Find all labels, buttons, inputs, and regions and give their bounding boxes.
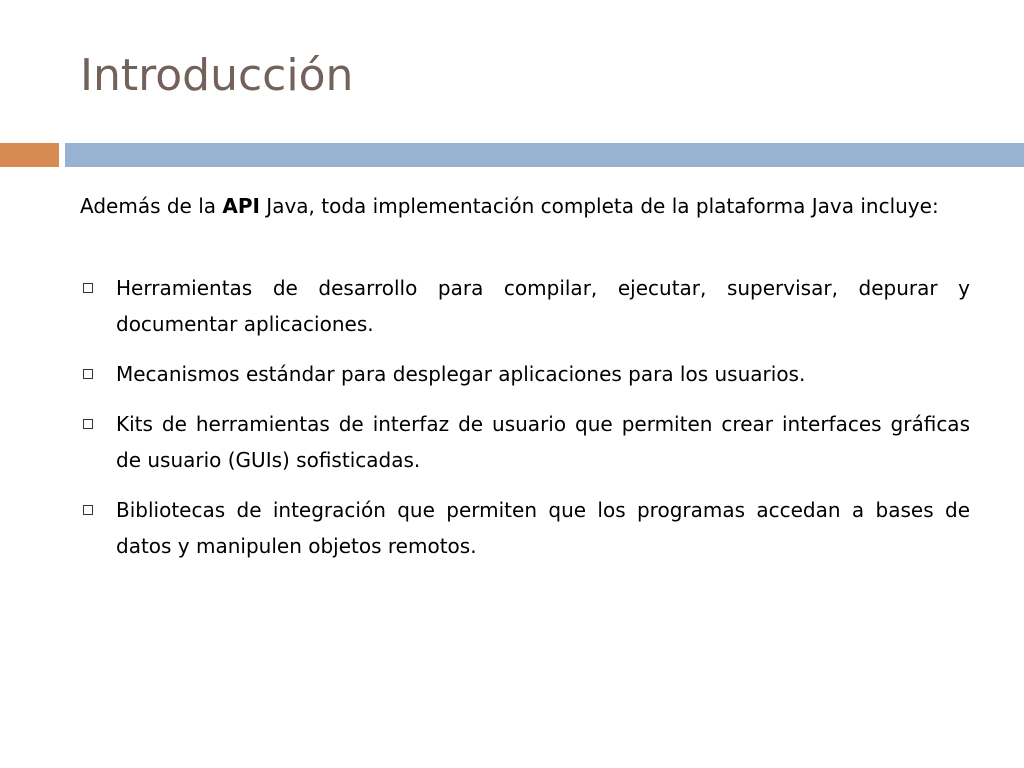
intro-text-before: Además de la	[80, 194, 223, 218]
hollow-square-icon	[83, 419, 93, 429]
bullet-item	[80, 356, 970, 392]
bullet-text: Mecanismos estándar para desplegar aplicaciones para los usuarios.	[116, 362, 806, 386]
title-accent-bar	[0, 143, 59, 167]
slide-title: Introducción	[80, 50, 354, 101]
hollow-square-icon	[83, 369, 93, 379]
bullet-list	[80, 270, 970, 564]
intro-text-after: Java, toda implementación completa de la plataforma Java incluye:	[259, 194, 939, 218]
bullet-text: Kits de herramientas de interfaz de usuario que permiten crear interfaces gráficas de usuario (GUIs) sofisticadas.	[116, 412, 970, 472]
bullet-text: Bibliotecas de integración que permiten que los programas accedan a bases de datos y manipulen objetos remotos.	[116, 498, 970, 558]
intro-api-term: API	[222, 194, 260, 218]
bullet-item	[80, 406, 970, 478]
hollow-square-icon	[83, 505, 93, 515]
hollow-square-icon	[83, 283, 93, 293]
slide-body	[80, 188, 970, 578]
intro-paragraph	[80, 188, 970, 224]
bullet-item	[80, 492, 970, 564]
bullet-item	[80, 270, 970, 342]
title-underline-bar	[65, 143, 1024, 167]
bullet-text: Herramientas de desarrollo para compilar, ejecutar, supervisar, depurar y documentar aplicaciones.	[116, 276, 970, 336]
